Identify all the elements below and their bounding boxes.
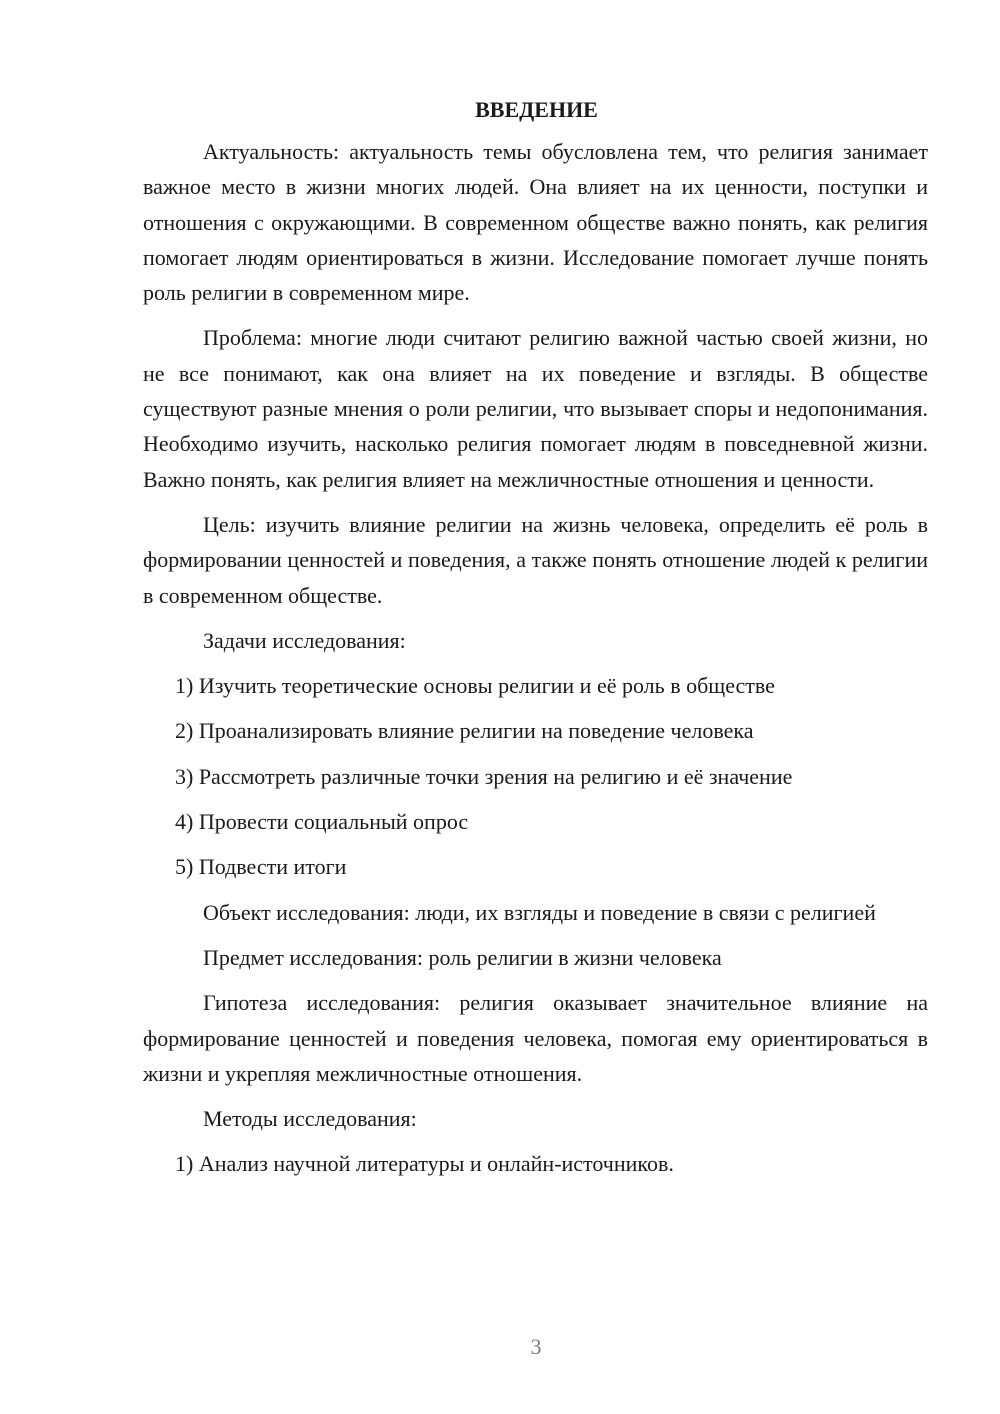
object-paragraph: Объект исследования: люди, их взгляды и поведение в связи с религией: [203, 899, 876, 925]
section-title: ВВЕДЕНИЕ: [475, 97, 598, 122]
goal-paragraph: Цель: изучить влияние религии на жизнь человека, определить её роль в формировании ценностей и поведения, а также понять отношение людей к религии в современном обществе.: [143, 511, 928, 608]
tasks-list: [143, 668, 928, 884]
subject-paragraph: Предмет исследования: роль религии в жизни человека: [203, 944, 722, 970]
methods-list: [143, 1146, 928, 1181]
list-item: 2) Проанализировать влияние религии на поведение человека: [175, 718, 754, 744]
list-item: 1) Анализ научной литературы и онлайн-источников.: [175, 1151, 674, 1177]
relevance-paragraph: Актуальность: актуальность темы обусловлена тем, что религия занимает важное место в жизни многих людей. Она влияет на их ценности, поступки и отношения с окружающими. В современном обществе важно понять, как религия помогает людям ориентироваться в жизни. Исследование помогает лучше понять роль религии в современном мире.: [143, 139, 928, 306]
methods-heading: Методы исследования:: [203, 1106, 417, 1132]
problem-paragraph: Проблема: многие люди считают религию важной частью своей жизни, но не все понимают, как она влияет на их поведение и взгляды. В обществе существуют разные мнения о роли религии, что вызывает споры и недопонимания. Необходимо изучить, насколько религия помогает людям в повседневной жизни. Важно понять, как религия влияет на межличностные отношения и ценности.: [143, 325, 928, 492]
hypothesis-paragraph: Гипотеза исследования: религия оказывает значительное влияние на формирование ценностей и поведения человека, помогая ему ориентироваться в жизни и укрепляя межличностные отношения.: [143, 990, 928, 1086]
list-item: 4) Провести социальный опрос: [175, 809, 469, 835]
list-item: 1) Изучить теоретические основы религии и её роль в обществе: [175, 673, 775, 699]
document-page: [143, 92, 928, 1192]
list-item: 3) Рассмотреть различные точки зрения на религию и её значение: [175, 763, 793, 789]
page-number: 3: [530, 1334, 542, 1359]
tasks-heading: Задачи исследования:: [203, 627, 406, 653]
list-item: 5) Подвести итоги: [175, 854, 347, 880]
